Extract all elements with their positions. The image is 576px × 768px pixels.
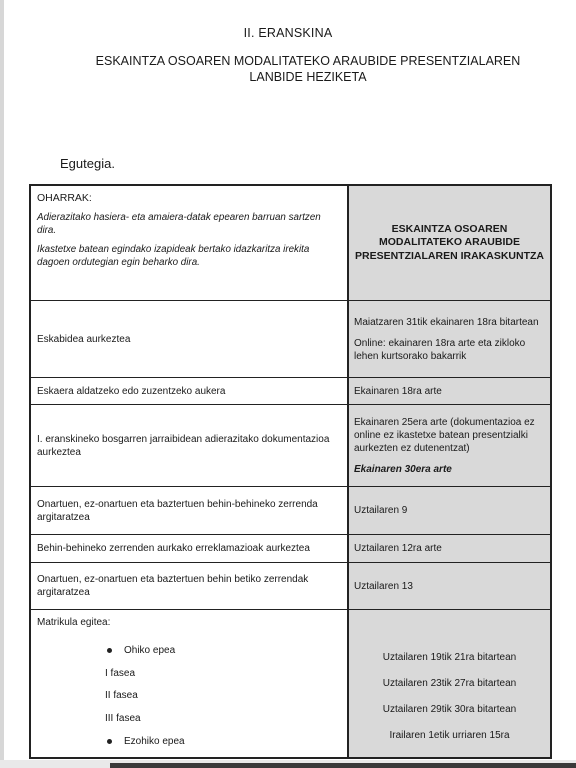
scroll-thumb[interactable] <box>110 763 576 768</box>
phase-3-label: III fasea <box>105 713 141 725</box>
row-label-text: I. eranskineko bosgarren jarraibidean adierazitako dokumentazioa aurkeztea <box>37 433 330 458</box>
row-value <box>349 405 550 486</box>
enrollment-label: Matrikula egitea: <box>37 617 111 628</box>
row-label <box>31 405 349 486</box>
row-label-text: Behin-behineko zerrenden aurkako erreklamazioak aurkeztea <box>37 543 310 554</box>
note-2: Ikastetxe batean egindako izapideak bertako idazkaritza irekita dagoen ordutegian egin beharko dira. <box>37 244 310 268</box>
notes-cell <box>31 186 349 300</box>
table-row <box>31 405 550 487</box>
list-item <box>37 639 341 662</box>
phase-3-dates: Uztailaren 29tik 30ra bitartean <box>382 703 517 715</box>
calendar-table <box>29 184 552 759</box>
table-row <box>31 487 550 535</box>
table-row <box>31 378 550 405</box>
row-value-text: Uztailaren 12ra arte <box>354 543 442 554</box>
table-row <box>31 301 550 378</box>
row-label-text: Eskabidea aurkeztea <box>37 333 131 345</box>
note-1: Adierazitako hasiera- eta amaiera-datak epearen barruan sartzen dira. <box>37 212 321 236</box>
row-label-text: Onartuen, ez-onartuen eta baztertuen behin-behineko zerrenda argitaratzea <box>37 498 318 523</box>
row-value <box>349 487 550 534</box>
row-label <box>31 487 349 534</box>
phase-1-dates: Uztailaren 19tik 21ra bitartean <box>382 651 517 663</box>
row-value-text: Ekainaren 25era arte (dokumentazioa ez online ez ikastetxe batean presentzialki aurkezten ez dutenentzat) <box>354 416 535 454</box>
row-label-text: Onartuen, ez-onartuen eta baztertuen behin betiko zerrendak argitaratzea <box>37 574 309 598</box>
column-header <box>349 186 550 300</box>
row-label <box>31 301 349 377</box>
row-label <box>31 563 349 609</box>
bullet-icon <box>107 648 112 653</box>
row-label <box>31 378 349 404</box>
annex-title: II. ERANSKINA <box>243 26 333 40</box>
page-left-edge <box>0 0 4 768</box>
bullet-icon <box>107 739 112 744</box>
enrollment-row <box>31 610 550 757</box>
row-value-note: Online: ekainaren 18ra arte eta zikloko lehen kurtsorako bakarrik <box>354 337 526 362</box>
row-label-text: Eskaera aldatzeko edo zuzentzeko aukera <box>37 385 226 397</box>
row-label <box>31 535 349 562</box>
main-title <box>40 53 576 85</box>
row-value <box>349 563 550 609</box>
bottom-scroll-bar[interactable] <box>0 760 576 768</box>
row-value-emphasis: Ekainaren 30era arte <box>354 463 452 475</box>
row-value <box>349 378 550 404</box>
notes-heading: OHARRAK: <box>37 192 92 204</box>
column-header-line-1: ESKAINTZA OSOAREN <box>391 222 508 235</box>
row-value <box>349 301 550 377</box>
extraordinary-period-label: Ezohiko epea <box>124 736 185 748</box>
phase-2-dates: Uztailaren 23tik 27ra bitartean <box>382 677 517 689</box>
row-value-text: Ekainaren 18ra arte <box>354 385 442 397</box>
phase-1-label: I fasea <box>105 667 136 679</box>
enrollment-dates-cell <box>349 610 550 757</box>
row-value-text: Uztailaren 13 <box>354 580 413 592</box>
list-item <box>37 730 341 753</box>
extraordinary-dates: Irailaren 1etik urriaren 15ra <box>389 729 510 741</box>
row-value-text: Uztailaren 9 <box>354 505 408 516</box>
calendar-subtitle: Egutegia. <box>60 156 115 171</box>
row-value-text: Maiatzaren 31tik ekainaren 18ra bitartean <box>354 316 539 328</box>
table-header-row <box>31 186 550 301</box>
ordinary-period-label: Ohiko epea <box>124 644 176 656</box>
column-header-line-3: PRESENTZIALAREN IRAKASKUNTZA <box>355 249 544 262</box>
row-value <box>349 535 550 562</box>
enrollment-label-cell <box>31 610 349 757</box>
table-row <box>31 535 550 563</box>
main-title-line-2: LANBIDE HEZIKETA <box>249 70 367 84</box>
column-header-line-2: MODALITATEKO ARAUBIDE <box>379 236 520 249</box>
main-title-line-1: ESKAINTZA OSOAREN MODALITATEKO ARAUBIDE PRESENTZIALAREN <box>95 54 521 68</box>
phase-2-label: II fasea <box>105 690 138 702</box>
table-row <box>31 563 550 610</box>
